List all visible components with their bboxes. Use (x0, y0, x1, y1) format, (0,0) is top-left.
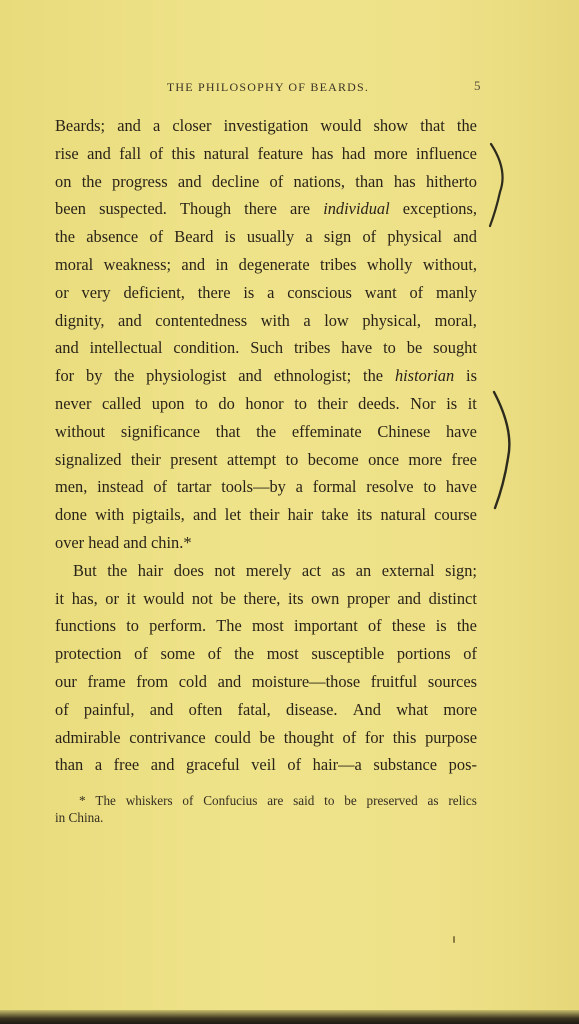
word: tartar (176, 477, 212, 497)
word: resolve (366, 477, 414, 497)
text-line (55, 223, 477, 251)
word: and (118, 310, 142, 330)
word: from (136, 671, 169, 691)
word: let (224, 505, 242, 525)
word: proper (346, 588, 390, 608)
word: have (445, 421, 477, 441)
text-line (55, 307, 477, 335)
word: to (383, 338, 396, 358)
word: honor (245, 393, 284, 413)
word: cold (178, 671, 207, 691)
word: deficient, (123, 282, 185, 302)
word: hair (287, 505, 314, 525)
word: But (73, 560, 97, 580)
word: for (364, 727, 384, 747)
word: the (234, 644, 255, 664)
word: does (173, 560, 204, 580)
word: feature (257, 143, 304, 163)
word: of (149, 227, 164, 247)
word: often (188, 699, 223, 719)
text-line (55, 501, 477, 529)
word: sources (427, 671, 477, 691)
word: without (55, 421, 106, 441)
word: is (243, 282, 255, 302)
text-line (55, 473, 477, 501)
word: free (113, 755, 140, 775)
word: contrivance (129, 727, 206, 747)
word: to (294, 393, 307, 413)
text-line (55, 751, 477, 779)
word: decline (211, 171, 260, 191)
text-line (55, 668, 477, 696)
word: it (55, 588, 65, 608)
word: with (260, 310, 290, 330)
word: be (344, 793, 357, 808)
word: have (341, 338, 373, 358)
word: more (443, 699, 477, 719)
word: nations, (293, 171, 345, 191)
word: Such (250, 338, 284, 358)
word: and (397, 588, 421, 608)
word: their (249, 505, 280, 525)
word: degenerate (238, 254, 310, 274)
word: progress (112, 171, 168, 191)
word: of (342, 727, 357, 747)
word: and (55, 338, 79, 358)
word: And (352, 699, 381, 719)
word: of (55, 699, 69, 719)
margin-bracket-lower-icon (492, 388, 520, 513)
word: on (55, 171, 72, 191)
word: more (408, 449, 443, 469)
word: moral (55, 254, 94, 274)
word: sign (323, 227, 352, 247)
word: its (356, 505, 373, 525)
word: with (95, 505, 125, 525)
text-line (55, 140, 477, 168)
word: has (393, 171, 416, 191)
page-bottom-edge (0, 1010, 579, 1024)
word: an (355, 560, 372, 580)
word: suspected. (99, 199, 167, 219)
word: susceptible (311, 644, 385, 664)
word: whiskers (125, 793, 173, 808)
word: physical (387, 227, 442, 247)
italic-word: historian (394, 366, 455, 386)
word: condition. (173, 338, 240, 358)
word: to (423, 477, 437, 497)
word: are (267, 793, 284, 808)
word: the (81, 171, 102, 191)
line-text: in China. (55, 810, 104, 825)
word: take (321, 505, 349, 525)
text-line (55, 585, 477, 613)
word: physiologist (146, 366, 227, 386)
word: has (311, 143, 334, 163)
word: preserved (366, 793, 418, 808)
word: men, (55, 477, 88, 497)
word: fall (119, 143, 142, 163)
word: natural (203, 143, 250, 163)
word: ethnologist; (273, 366, 352, 386)
word: influence (415, 143, 477, 163)
word: most (251, 616, 284, 636)
word: substance (373, 755, 438, 775)
word: of (463, 644, 477, 664)
word: and (177, 171, 202, 191)
text-line (55, 251, 477, 279)
word: by (86, 366, 103, 386)
word: that (420, 116, 445, 135)
word: significance (120, 421, 201, 441)
word: it (467, 393, 477, 413)
word: relics (448, 793, 477, 808)
word: exceptions, (402, 199, 477, 219)
word: of (287, 755, 302, 775)
word: as (427, 793, 439, 808)
word: hair (137, 560, 164, 580)
word: want (364, 282, 397, 302)
word: closer (172, 116, 212, 135)
word: and (238, 366, 262, 386)
word: as (331, 560, 346, 580)
word: this (171, 143, 196, 163)
word: attempt (227, 449, 277, 469)
word: the (114, 366, 135, 386)
word: conscious (287, 282, 352, 302)
word: perform. (149, 616, 207, 636)
word: done (55, 505, 87, 525)
word: free (451, 449, 477, 469)
word: moral, (434, 310, 477, 330)
word: have (445, 477, 477, 497)
text-line (55, 390, 477, 418)
text-line (55, 696, 477, 724)
margin-bracket-upper-icon (488, 140, 516, 230)
text-line (55, 724, 477, 752)
word: than (355, 171, 384, 191)
text-line (55, 418, 477, 446)
word: merely (245, 560, 292, 580)
word: intellectual (89, 338, 163, 358)
word: said (293, 793, 315, 808)
word: to (285, 449, 299, 469)
word: painful, (83, 699, 135, 719)
word: and (453, 227, 477, 247)
word: the (456, 116, 477, 135)
word: and (117, 116, 141, 135)
word: admirable (55, 727, 121, 747)
word: and (149, 699, 174, 719)
word: formal (312, 477, 357, 497)
word: pos- (448, 755, 477, 775)
word: frame (87, 671, 126, 691)
word: Nor (410, 393, 436, 413)
word: of (409, 282, 424, 302)
word: purpose (425, 727, 477, 747)
word: a (305, 227, 313, 247)
word: than (55, 755, 84, 775)
word: some (160, 644, 196, 664)
text-line (55, 557, 477, 585)
word: what (396, 699, 429, 719)
word: of (207, 644, 222, 664)
line-text: over head and chin.* (55, 532, 192, 552)
word: act (301, 560, 322, 580)
word: our (55, 671, 77, 691)
word: dignity, (55, 310, 105, 330)
word: that (215, 421, 241, 441)
word: without, (422, 254, 477, 274)
word: distinct (428, 588, 477, 608)
word: investigation (223, 116, 309, 135)
word: to (324, 793, 335, 808)
text-line (55, 640, 477, 668)
word: of (269, 171, 284, 191)
word: this (392, 727, 417, 747)
word: to (126, 616, 139, 636)
word: contentedness (155, 310, 248, 330)
word: is (446, 393, 458, 413)
word: is (224, 227, 236, 247)
word: the (55, 227, 76, 247)
word: their (317, 393, 348, 413)
word: their (130, 449, 161, 469)
word: manly (435, 282, 477, 302)
word: would (143, 588, 185, 608)
word: are (290, 199, 311, 219)
word: its (287, 588, 304, 608)
word: physical, (362, 310, 422, 330)
text-line (55, 112, 477, 140)
word: The (216, 616, 242, 636)
word: usually (246, 227, 295, 247)
text-line (55, 334, 477, 362)
word: signalized (55, 449, 122, 469)
word: hair—a (312, 755, 362, 775)
word: been (55, 199, 86, 219)
word: once (368, 449, 400, 469)
word: protection (55, 644, 122, 664)
word: pigtails, (132, 505, 185, 525)
word: a (303, 310, 311, 330)
word: and (181, 254, 206, 274)
page-number: 5 (474, 78, 481, 93)
word: most (266, 644, 299, 664)
word: could (214, 727, 251, 747)
word: present (170, 449, 218, 469)
body-text (55, 112, 477, 779)
word: and (192, 505, 217, 525)
word: a (295, 477, 303, 497)
word: upon (151, 393, 185, 413)
word: important (294, 616, 358, 636)
word: of (149, 143, 164, 163)
footnote (55, 792, 477, 826)
word: there (244, 199, 277, 219)
word: had (341, 143, 366, 163)
word: the (107, 560, 128, 580)
word: and (87, 143, 111, 163)
word: the (363, 366, 384, 386)
footnote-line (55, 809, 477, 826)
word: be (406, 338, 423, 358)
word: fruitful (370, 671, 418, 691)
word: functions (55, 616, 117, 636)
word: tribes (320, 254, 357, 274)
text-line (55, 195, 477, 223)
word: and (217, 671, 242, 691)
word: the (456, 616, 477, 636)
word: or (105, 588, 119, 608)
word: thought (283, 727, 334, 747)
word: own (311, 588, 340, 608)
word: would (320, 116, 362, 135)
word: * (79, 793, 86, 808)
word: or (55, 282, 69, 302)
word: instead (97, 477, 144, 497)
word: wholly (366, 254, 413, 274)
word: of (362, 227, 377, 247)
word: portions (396, 644, 451, 664)
word: is (435, 616, 447, 636)
word: is (466, 366, 477, 386)
word: of (134, 644, 148, 664)
word: moisture—those (251, 671, 361, 691)
word: course (434, 505, 477, 525)
word: low (324, 310, 349, 330)
word: external (381, 560, 435, 580)
word: natural (380, 505, 426, 525)
word: in (215, 254, 229, 274)
word: there (197, 282, 231, 302)
word: Beard (174, 227, 214, 247)
word: of (153, 477, 168, 497)
paper-speck (453, 936, 455, 943)
word: weakness; (103, 254, 172, 274)
word: disease. (286, 699, 338, 719)
word: sought (433, 338, 477, 358)
word: sign; (445, 560, 477, 580)
italic-word: individual (323, 199, 390, 219)
text-line (55, 168, 477, 196)
word: fatal, (237, 699, 271, 719)
word: a (267, 282, 275, 302)
word: very (81, 282, 111, 302)
word: show (373, 116, 409, 135)
word: hitherto (425, 171, 477, 191)
word: be (259, 727, 275, 747)
text-line (55, 362, 477, 390)
word: and (150, 755, 175, 775)
word: the (256, 421, 277, 441)
word: never (55, 393, 92, 413)
word: Though (180, 199, 232, 219)
word: Chinese (377, 421, 431, 441)
word: tribes (293, 338, 331, 358)
word: deeds. (358, 393, 400, 413)
word: tools—by (221, 477, 286, 497)
word: to (195, 393, 208, 413)
word: graceful (185, 755, 240, 775)
word: not (191, 588, 213, 608)
word: veil (251, 755, 276, 775)
word: absence (86, 227, 139, 247)
word: a (94, 755, 103, 775)
word: these (391, 616, 426, 636)
word: more (373, 143, 408, 163)
word: be (220, 588, 236, 608)
word: do (218, 393, 235, 413)
word: of (182, 793, 194, 808)
word: has, (71, 588, 98, 608)
text-line (55, 446, 477, 474)
word: for (55, 366, 75, 386)
word: a (152, 116, 161, 135)
word: Confucius (203, 793, 258, 808)
text-line (55, 612, 477, 640)
word: Beards; (55, 116, 106, 135)
footnote-line (55, 792, 477, 809)
running-title: THE PHILOSOPHY OF BEARDS. (166, 80, 370, 94)
word: become (307, 449, 359, 469)
word: rise (55, 143, 79, 163)
word: it (126, 588, 136, 608)
word: The (95, 793, 116, 808)
word: of (367, 616, 382, 636)
word: effeminate (291, 421, 362, 441)
text-line (55, 529, 477, 557)
word: not (214, 560, 236, 580)
word: there, (243, 588, 281, 608)
text-line (55, 279, 477, 307)
word: called (101, 393, 142, 413)
